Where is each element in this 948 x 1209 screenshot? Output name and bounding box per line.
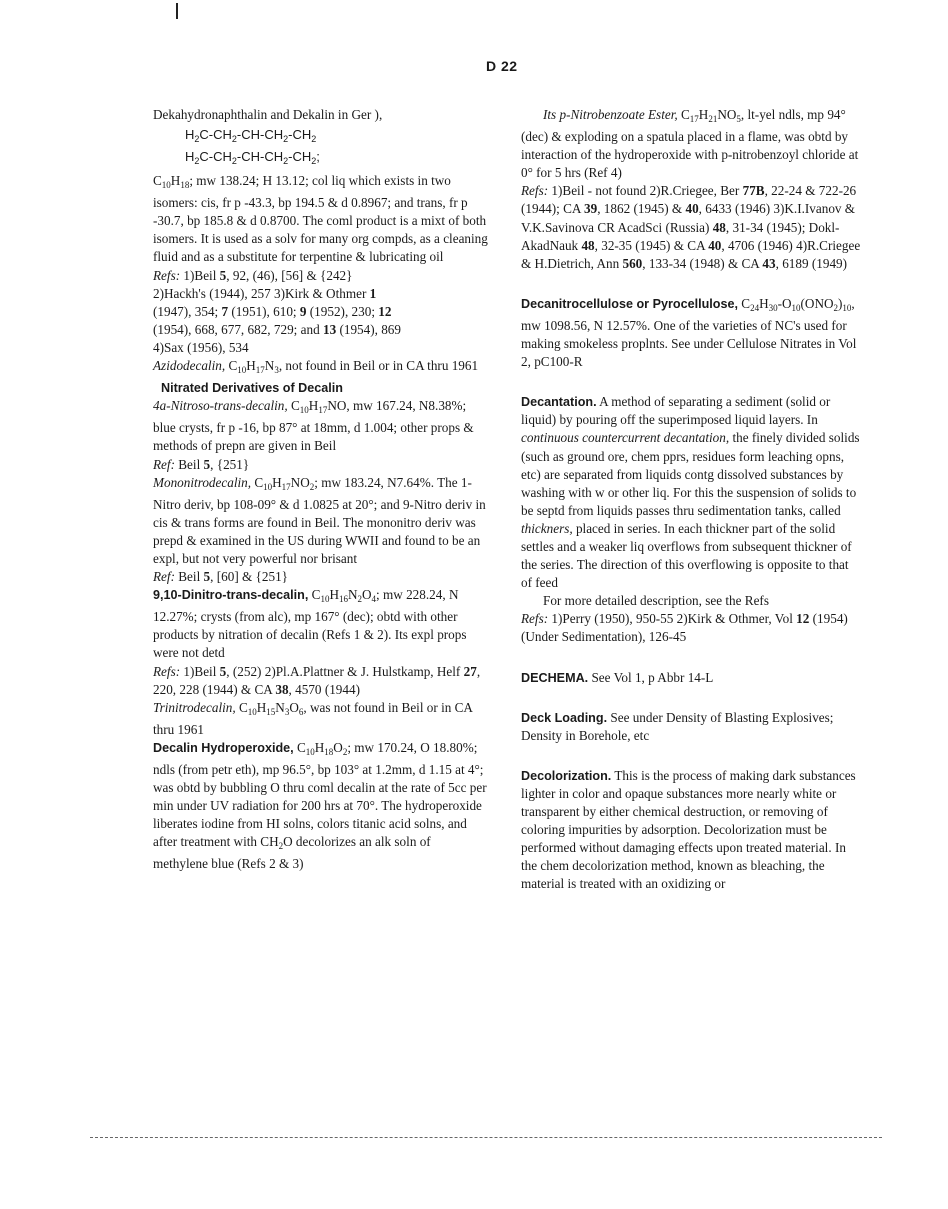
decantation-entry: Decantation. A method of separating a sediment (solid or liquid) by pouring off the superimposed liquid layers. In continuous countercurrent decantation, the finely divided solids (such as ground ore, chem pprs, residues form leaching opns, etc) are separated from liquids contg dissolved substances by washing with w or other liq. For this the suspension of solids to be septd from liquids passes thru sedimentation tanks, called thickners, placed in series. In each thickner part of the solid settles and a weaker liq overflows from subsequent thickner of the series. The direction of this overflowing is opposite to that of feed — [521, 394, 860, 591]
decantation-more: For more detailed description, see the Refs — [543, 593, 769, 609]
intro-line: Dekahydronaphthalin and Dekalin in Ger ), — [153, 107, 383, 122]
right-column — [521, 106, 861, 893]
bottom-rule — [90, 1137, 882, 1138]
nitrobenzoate-ester-entry: Its p-Nitrobenzoate Ester, $C_{17}H_{21}NO_5$, lt-yel ndls, mp 94° (dec) & exploding on a spatula placed in a flame, was obtd by interaction of the hydroperoxide with p-nitrobenzoyl chloride at 0° for 5 hrs (Ref 4) — [521, 107, 859, 181]
azidodecalin-entry: Azidodecalin, $C_{10}H_{17}N_3$, not found in Beil or in CA thru 1961 — [153, 358, 479, 376]
structural-formula: $H_2C-CH_2-CH-CH_2-CH_2$ $H_2C-CH_2-CH-CH_2-CH_2$; — [185, 127, 320, 167]
mononitro-ref: Ref: Beil 5, [60] & {251} — [153, 569, 288, 585]
decalin-refs: Refs: 1)Beil 5, 92, (46), [56] & {242} 2)Hackh's (1944), 257 3)Kirk & Othmer 1 (1947), 354; 7 (1951), 610; 9 (1952), 230; 12 (1954), 668, 677, 682, 729; and 13 (1954), 869 4)Sax (1956), 534 — [153, 267, 401, 355]
deck-loading-entry: Deck Loading. See under Density of Blasting Explosives; Density in Borehole, etc — [521, 709, 834, 743]
dinitro-decalin-entry: 9,10-Dinitro-trans-decalin, $C_{10}H_{16}N_2O_4$; mw 228.24, N 12.27%; crysts (from alc), mp 167° (dec); obtd with other products by nitration of decalin (Refs 1 & 2). Its expl props were not detd — [153, 587, 467, 661]
decalin-hydroperoxide-entry: Decalin Hydroperoxide, $C_{10}H_{18}O_2$; mw 170.24, O 18.80%; ndls (from petr eth), mp 96.5°, bp 103° at 1.2mm, d 1.15 at 4°; was obtd by bubbling O thru coml decalin at the rate of 5cc per min under UV radiation for 200 hrs at 70°. The hydroperoxide liberates iodine from HI solns, colors titanic acid solns, and after treatment with $CH_2O$ decolorizes an alk soln of methylene blue (Refs 2 & 3) — [153, 739, 487, 872]
dinitro-refs: Refs: 1)Beil 5, (252) 2)Pl.A.Plattner & J. Hulstkamp, Helf 27, 220, 228 (1944) & CA 38, 4570 (1944) — [153, 663, 481, 697]
trinitrodecalin-entry: Trinitrodecalin, $C_{10}H_{15}N_3O_6$, was not found in Beil or in CA thru 1961 — [153, 699, 473, 737]
left-column — [153, 106, 488, 874]
decanitrocellulose-entry: Decanitrocellulose or Pyrocellulose, $C_{24}H_{30}-O_{10}(ONO_2)_{10}$, mw 1098.56, N 12.57%. One of the varieties of NC's used for making smokeless proplnts. See under Cellulose Nitrates in Vol 2, pC100-R — [521, 295, 857, 370]
nitroso-ref: Ref: Beil 5, {251} — [153, 456, 250, 472]
decolorization-entry: Decolorization. This is the process of making dark substances lighter in color and opaque substances more nearly white or transparent by either chemical destruction, or removing of coloring impurities by adsorption. Decolorization must be performed without damaging effects upon treated material. In the chem decolorization method, known as bleaching, the material is treated with an oxidizing or — [521, 767, 856, 892]
hydroperoxide-refs: Refs: 1)Beil - not found 2)R.Criegee, Ber 77B, 22-24 & 722-26 (1944); CA 39, 1862 (1945) & 40, 6433 (1946) 3)K.I.Ivanov & V.K.Savinova CR AcadSci (Russia) 48, 31-34 (1945); Dokl-AkadNauk 48, 32-35 (1945) & CA 40, 4706 (1946) 4)R.Criegee & H.Dietrich, Ann 560, 133-34 (1948) & CA 43, 6189 (1949) — [521, 183, 861, 271]
mononitrodecalin-entry: Mononitrodecalin, $C_{10}H_{17}NO_2$; mw 183.24, N7.64%. The 1-Nitro deriv, bp 108-09° & d 1.0825 at 20°; and 9-Nitro deriv in cis & trans forms are found in Beil. The mononitro deriv was prepd & examined in the US during WWII and found to be an expl, but not very powerful nor brisant — [153, 474, 486, 566]
nitroso-decalin-entry: 4a-Nitroso-trans-decalin, $C_{10}H_{17}NO$, mw 167.24, N8.38%; blue crysts, fr p -16, bp 87° at 18mm, d 1.004; other props & methods of prepn are given in Beil — [153, 398, 474, 454]
dechema-entry: DECHEMA. See Vol 1, p Abbr 14-L — [521, 669, 714, 685]
page-code: D 22 — [486, 58, 518, 74]
nitrated-derivatives-heading: Nitrated Derivatives of Decalin — [161, 381, 343, 396]
corner-mark — [176, 3, 178, 19]
decalin-properties: $C_{10}H_{18}$; mw 138.24; H 13.12; col liq which exists in two isomers: cis, fr p -43.3, bp 194.5 & d 0.8967; and trans, fr p -30.7, bp 185.8 & d 0.8700. The coml product is a mixt of both isomers. It is used as a solv for many org compds, as a cleaning fluid and as a substitute for terpentine & lubricating oil — [153, 173, 488, 265]
decantation-refs: Refs: 1)Perry (1950), 950-55 2)Kirk & Othmer, Vol 12 (1954) (Under Sedimentation), 126-45 — [521, 611, 848, 645]
